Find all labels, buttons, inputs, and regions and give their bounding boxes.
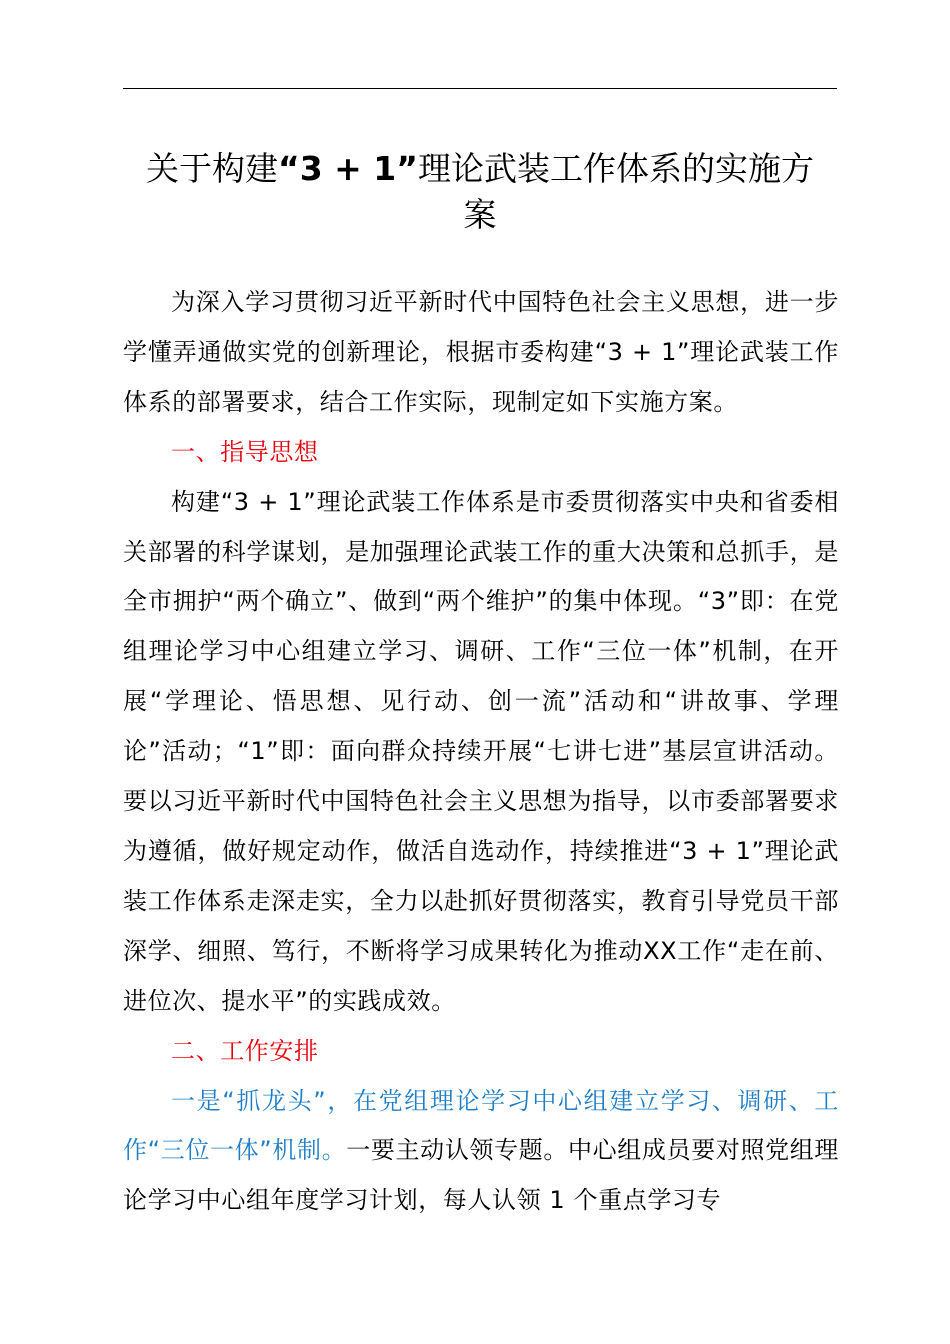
header-rule: [123, 88, 837, 89]
subsection-heading: 一是“抓龙头”，在党组理论学习中心组建立学习、调研、工作“三位一体”机制。: [123, 1086, 839, 1165]
subsection-text: 一要主动认领专题。中心组成员要对照党组理论学习中心组年度学习计划，每人认领 1 个重点学习专: [123, 1136, 840, 1215]
section-heading-guiding-ideology: 一、指导思想: [171, 437, 319, 466]
section-heading-work-arrangement: 二、工作安排: [171, 1036, 319, 1065]
document-title: 关于构建“3 + 1”理论武装工作体系的实施方 案: [146, 149, 814, 234]
guiding-ideology-paragraph: 构建“3 + 1”理论武装工作体系是市委贯彻落实中央和省委相关部署的科学谋划，是加强理论武装工作的重大决策和总抓手，是全市拥护“两个确立”、做到“两个维护”的集中体现。“3”即：在党组理论学习中心组建立学习、调研、工作“三位一体”机制，在开展“学理论、悟思想、见行动、创一流”活动和“讲故事、学理论”活动；“1”即：面向群众持续开展“七讲七进”基层宣讲活动。要以习近平新时代中国特色社会主义思想为指导，以市委部署要求为遵循，做好规定动作，做活自选动作，持续推进“3 + 1”理论武装工作体系走深走实，全力以赴抓好贯彻落实，教育引导党员干部深学、细照、笃行，不断将学习成果转化为推动XX工作“走在前、进位次、提水平”的实践成效。: [123, 487, 839, 1015]
work-arrangement-paragraph: [123, 1077, 839, 1227]
document-body: [123, 278, 839, 1226]
intro-paragraph: 为深入学习贯彻习近平新时代中国特色社会主义思想，进一步学懂弄通做实党的创新理论，根据市委构建“3 + 1”理论武装工作体系的部署要求，结合工作实际，现制定如下实施方案。: [123, 288, 839, 416]
